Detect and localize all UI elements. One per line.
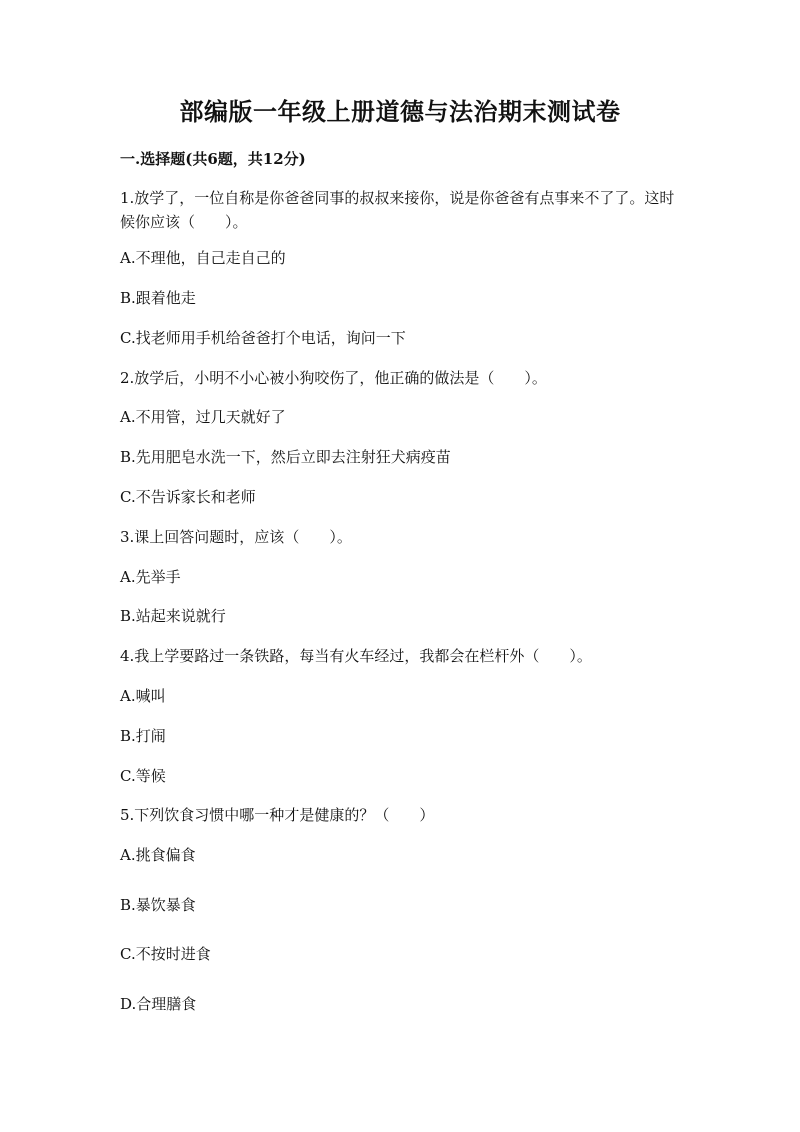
section-header: 一.选择题(共6题，共12分) <box>120 150 306 168</box>
question-2-option-b: B.先用肥皂水洗一下，然后立即去注射狂犬病疫苗 <box>120 448 451 466</box>
question-1-stem: 1.放学了，一位自称是你爸爸同事的叔叔来接你，说是你爸爸有点事来不了了。这时候你应该（ ）。 <box>120 189 675 231</box>
question-2-option-c: C.不告诉家长和老师 <box>120 488 256 506</box>
question-4-option-b: B.打闹 <box>120 727 166 745</box>
question-5-stem: 5.下列饮食习惯中哪一种才是健康的？（ ） <box>120 806 435 824</box>
question-1-option-c: C.找老师用手机给爸爸打个电话，询问一下 <box>120 329 406 347</box>
question-2-option-a: A.不用管，过几天就好了 <box>120 408 286 426</box>
question-3-option-b: B.站起来说就行 <box>120 607 226 625</box>
question-2-stem: 2.放学后，小明不小心被小狗咬伤了，他正确的做法是（ ）。 <box>120 369 547 387</box>
question-1-option-b: B.跟着他走 <box>120 289 196 307</box>
question-5-option-a: A.挑食偏食 <box>120 846 196 864</box>
question-5-option-b: B.暴饮暴食 <box>120 896 196 914</box>
question-1-option-a: A.不理他，自己走自己的 <box>120 249 286 267</box>
question-3-stem: 3.课上回答问题时，应该（ ）。 <box>120 528 352 546</box>
page-title: 部编版一年级上册道德与法治期末测试卷 <box>179 97 621 126</box>
question-4-option-a: A.喊叫 <box>120 687 166 705</box>
question-4-stem: 4.我上学要路过一条铁路，每当有火车经过，我都会在栏杆外（ ）。 <box>120 647 592 665</box>
question-5-option-c: C.不按时进食 <box>120 945 211 963</box>
question-4-option-c: C.等候 <box>120 767 166 785</box>
question-3-option-a: A.先举手 <box>120 568 181 586</box>
question-5-option-d: D.合理膳食 <box>120 995 197 1013</box>
